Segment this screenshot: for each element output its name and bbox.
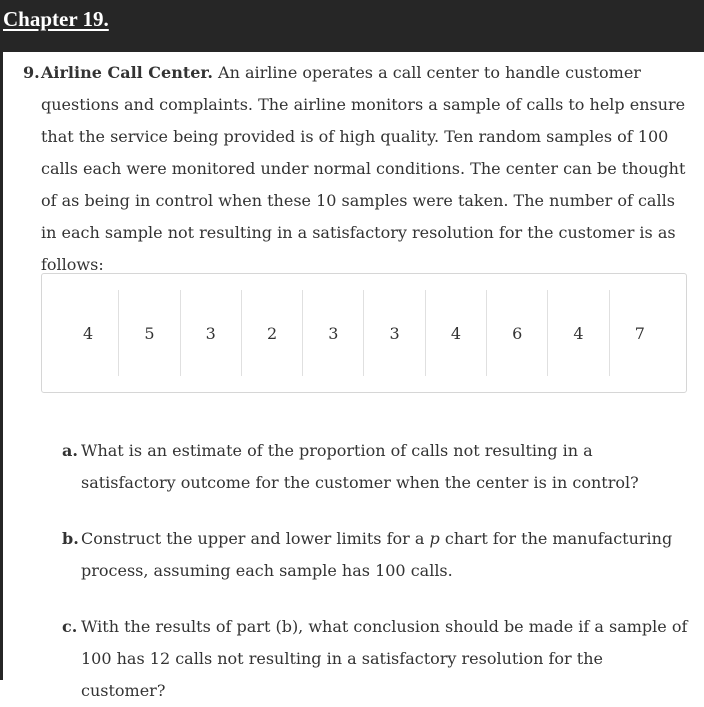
table-cell: 3 <box>303 290 364 376</box>
part-c-text: With the results of part (b), what conclusion should be made if a sample of 100 has 12 calls not resulting in a satisfactory resolution for the customer? <box>81 617 688 700</box>
table-cell: 4 <box>58 290 119 376</box>
left-border <box>0 52 3 680</box>
part-b-italic-p: p <box>429 529 440 548</box>
table-cell: 3 <box>364 290 425 376</box>
chapter-header <box>0 0 704 52</box>
part-a-text: What is an estimate of the proportion of calls not resulting in a satisfactory outcome for the customer when the center is in control? <box>81 441 639 492</box>
part-c <box>62 611 691 707</box>
table-cell: 4 <box>426 290 487 376</box>
part-b-label: b. <box>62 529 79 548</box>
problem-9 <box>23 57 693 281</box>
part-b <box>62 523 691 587</box>
chapter-title: Chapter 19. <box>3 7 109 31</box>
table-cell: 6 <box>487 290 548 376</box>
part-b-text-after: chart for the manufacturing process, assuming each sample has 100 calls. <box>81 529 673 580</box>
problem-text: An airline operates a call center to handle customer questions and complaints. The airline monitors a sample of calls to help ensure that the service being provided is of high quality. Ten random samples of 100 calls each were monitored under normal conditions. The center can be thought of as being in control when these 10 samples were taken. The number of calls in each sample not resulting in a satisfactory resolution for the customer is as follows: <box>41 63 686 274</box>
sample-data-table <box>41 273 687 393</box>
part-a-label: a. <box>62 441 78 460</box>
table-cell: 2 <box>242 290 303 376</box>
table-cell: 5 <box>119 290 180 376</box>
part-c-label: c. <box>62 617 78 636</box>
problem-heading: Airline Call Center. <box>41 63 213 82</box>
table-cell: 3 <box>181 290 242 376</box>
part-b-text-before: Construct the upper and lower limits for a <box>81 529 425 548</box>
problem-number: 9. <box>23 63 40 82</box>
part-a <box>62 435 691 499</box>
table-cell: 4 <box>548 290 609 376</box>
table-cell: 7 <box>634 323 645 343</box>
